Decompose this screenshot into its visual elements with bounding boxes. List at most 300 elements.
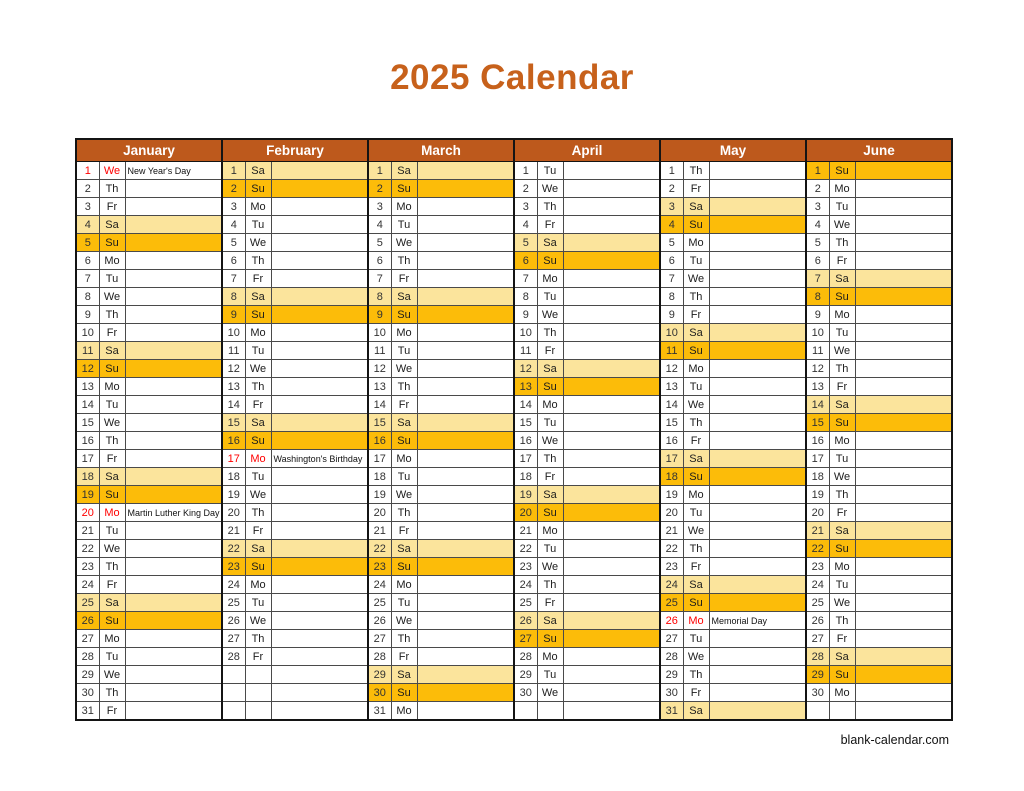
day-number-cell: 1 [660, 162, 683, 180]
day-number-cell: 12 [76, 360, 99, 378]
day-number-cell: 18 [368, 468, 391, 486]
weekday-cell: Sa [537, 234, 563, 252]
day-number-cell: 7 [660, 270, 683, 288]
weekday-cell: Th [537, 450, 563, 468]
note-cell [271, 540, 368, 558]
weekday-cell: Sa [245, 414, 271, 432]
month-header-april: April [514, 139, 660, 162]
day-number-cell: 28 [514, 648, 537, 666]
day-number-cell: 30 [368, 684, 391, 702]
month-header-february: February [222, 139, 368, 162]
note-cell [563, 522, 660, 540]
day-number-cell: 18 [806, 468, 829, 486]
day-number-cell: 5 [222, 234, 245, 252]
day-number-cell: 17 [76, 450, 99, 468]
note-cell [417, 414, 514, 432]
day-number-cell: 7 [514, 270, 537, 288]
note-cell [417, 306, 514, 324]
note-cell [709, 378, 806, 396]
weekday-cell: Th [245, 504, 271, 522]
day-number-cell: 12 [222, 360, 245, 378]
note-cell [855, 630, 952, 648]
weekday-cell: Th [245, 630, 271, 648]
weekday-cell: Mo [537, 648, 563, 666]
note-cell [417, 342, 514, 360]
day-number-cell: 18 [222, 468, 245, 486]
day-number-cell: 3 [222, 198, 245, 216]
weekday-cell: Tu [99, 396, 125, 414]
note-cell [417, 558, 514, 576]
day-number-cell: 21 [806, 522, 829, 540]
day-number-cell: 3 [76, 198, 99, 216]
note-cell [417, 216, 514, 234]
note-cell [709, 576, 806, 594]
calendar-table [75, 138, 953, 721]
month-header-march: March [368, 139, 514, 162]
holiday-note-cell: Washington's Birthday [271, 450, 368, 468]
weekday-cell: We [99, 666, 125, 684]
day-number-cell: 28 [222, 648, 245, 666]
note-cell [709, 234, 806, 252]
page-title: 2025 Calendar [390, 58, 634, 97]
note-cell [271, 684, 368, 702]
note-cell [271, 576, 368, 594]
note-cell [271, 252, 368, 270]
note-cell [855, 414, 952, 432]
note-cell [271, 504, 368, 522]
weekday-cell: Tu [245, 468, 271, 486]
note-cell [271, 216, 368, 234]
weekday-cell: Mo [245, 576, 271, 594]
weekday-cell: Su [245, 306, 271, 324]
note-cell [125, 540, 222, 558]
day-number-cell: 9 [368, 306, 391, 324]
note-cell [709, 252, 806, 270]
day-number-cell: 30 [76, 684, 99, 702]
weekday-cell: Fr [829, 504, 855, 522]
weekday-cell: Su [537, 252, 563, 270]
note-cell [125, 180, 222, 198]
weekday-cell: Sa [391, 540, 417, 558]
day-number-cell: 26 [806, 612, 829, 630]
day-number-cell: 15 [76, 414, 99, 432]
note-cell [417, 360, 514, 378]
note-cell [125, 324, 222, 342]
weekday-cell: Su [537, 630, 563, 648]
day-number-cell: 27 [660, 630, 683, 648]
note-cell [709, 702, 806, 721]
note-cell [417, 324, 514, 342]
note-cell [125, 306, 222, 324]
day-number-cell: 12 [806, 360, 829, 378]
weekday-cell: Sa [537, 612, 563, 630]
day-number-cell: 9 [660, 306, 683, 324]
note-cell [125, 684, 222, 702]
weekday-cell: Fr [683, 558, 709, 576]
note-cell [563, 162, 660, 180]
day-number-cell: 2 [368, 180, 391, 198]
day-number-cell: 20 [660, 504, 683, 522]
weekday-cell: Su [537, 378, 563, 396]
weekday-cell: Fr [245, 396, 271, 414]
weekday-cell: Su [683, 468, 709, 486]
note-cell [563, 684, 660, 702]
day-number-cell: 26 [368, 612, 391, 630]
weekday-cell: Tu [99, 270, 125, 288]
day-number-cell: 10 [806, 324, 829, 342]
day-number-cell: 17 [514, 450, 537, 468]
weekday-cell: Sa [829, 648, 855, 666]
weekday-cell: Fr [537, 216, 563, 234]
note-cell [125, 558, 222, 576]
note-cell [855, 504, 952, 522]
day-number-cell: 25 [76, 594, 99, 612]
day-number-cell: 20 [514, 504, 537, 522]
weekday-cell: Mo [683, 486, 709, 504]
weekday-cell: Tu [99, 648, 125, 666]
weekday-cell: We [537, 306, 563, 324]
day-number-cell: 16 [806, 432, 829, 450]
weekday-cell: Th [683, 414, 709, 432]
day-number-cell: 3 [660, 198, 683, 216]
day-number-cell: 9 [76, 306, 99, 324]
weekday-cell: Sa [683, 702, 709, 721]
weekday-cell: Mo [829, 306, 855, 324]
day-number-cell: 6 [222, 252, 245, 270]
day-number-cell: 15 [806, 414, 829, 432]
note-cell [709, 360, 806, 378]
note-cell [563, 468, 660, 486]
day-number-cell: 14 [660, 396, 683, 414]
day-number-cell: 2 [222, 180, 245, 198]
note-cell [125, 576, 222, 594]
note-cell [125, 360, 222, 378]
day-number-cell: 11 [368, 342, 391, 360]
calendar-row [76, 558, 952, 576]
weekday-cell: Tu [683, 504, 709, 522]
day-number-cell: 18 [514, 468, 537, 486]
weekday-cell: Fr [537, 594, 563, 612]
day-number-cell: 26 [660, 612, 683, 630]
note-cell [855, 234, 952, 252]
day-number-cell: 24 [806, 576, 829, 594]
day-number-cell: 17 [222, 450, 245, 468]
note-cell [125, 702, 222, 721]
calendar-row [76, 288, 952, 306]
weekday-cell: Mo [245, 324, 271, 342]
footer-site-label: blank-calendar.com [840, 733, 949, 747]
day-number-cell: 27 [368, 630, 391, 648]
note-cell [709, 162, 806, 180]
day-number-cell: 8 [660, 288, 683, 306]
day-number-cell: 2 [660, 180, 683, 198]
note-cell [271, 612, 368, 630]
note-cell [709, 594, 806, 612]
weekday-cell: Sa [683, 198, 709, 216]
note-cell [271, 270, 368, 288]
day-number-cell: 23 [76, 558, 99, 576]
weekday-cell: We [683, 522, 709, 540]
note-cell [417, 450, 514, 468]
day-number-cell: 5 [660, 234, 683, 252]
day-number-cell: 11 [514, 342, 537, 360]
note-cell [855, 612, 952, 630]
calendar-row [76, 396, 952, 414]
weekday-cell: Su [683, 342, 709, 360]
weekday-cell: We [537, 684, 563, 702]
note-cell [125, 198, 222, 216]
note-cell [271, 666, 368, 684]
weekday-cell: Sa [537, 486, 563, 504]
note-cell [855, 324, 952, 342]
day-number-cell: 14 [806, 396, 829, 414]
calendar-row [76, 540, 952, 558]
weekday-cell: Th [99, 558, 125, 576]
weekday-cell: Sa [537, 360, 563, 378]
day-number-cell: 4 [222, 216, 245, 234]
weekday-cell: We [99, 162, 125, 180]
day-number-cell: 22 [222, 540, 245, 558]
note-cell [855, 540, 952, 558]
weekday-cell: Th [829, 360, 855, 378]
empty-cell [222, 666, 245, 684]
note-cell [709, 540, 806, 558]
weekday-cell: Th [829, 612, 855, 630]
note-cell [271, 486, 368, 504]
weekday-cell: Mo [829, 684, 855, 702]
weekday-cell: We [99, 540, 125, 558]
day-number-cell: 16 [368, 432, 391, 450]
weekday-cell: We [391, 360, 417, 378]
weekday-cell: Sa [829, 270, 855, 288]
weekday-cell: Mo [683, 612, 709, 630]
weekday-cell: Su [99, 234, 125, 252]
weekday-cell: Su [829, 666, 855, 684]
weekday-cell: Su [829, 288, 855, 306]
calendar-row [76, 702, 952, 721]
note-cell [563, 540, 660, 558]
note-cell [855, 666, 952, 684]
day-number-cell: 22 [660, 540, 683, 558]
note-cell [563, 342, 660, 360]
note-cell [563, 504, 660, 522]
empty-cell [806, 702, 829, 721]
day-number-cell: 21 [76, 522, 99, 540]
day-number-cell: 12 [514, 360, 537, 378]
weekday-cell: Mo [245, 198, 271, 216]
day-number-cell: 17 [660, 450, 683, 468]
note-cell [563, 630, 660, 648]
day-number-cell: 20 [368, 504, 391, 522]
note-cell [417, 540, 514, 558]
note-cell [563, 594, 660, 612]
day-number-cell: 24 [222, 576, 245, 594]
weekday-cell: Tu [245, 342, 271, 360]
note-cell [855, 450, 952, 468]
weekday-cell: Mo [829, 558, 855, 576]
day-number-cell: 18 [660, 468, 683, 486]
weekday-cell: Th [245, 378, 271, 396]
day-number-cell: 11 [76, 342, 99, 360]
calendar-row [76, 216, 952, 234]
day-number-cell: 29 [660, 666, 683, 684]
weekday-cell: Th [683, 162, 709, 180]
day-number-cell: 23 [514, 558, 537, 576]
note-cell [125, 648, 222, 666]
note-cell [271, 306, 368, 324]
day-number-cell: 1 [222, 162, 245, 180]
weekday-cell: Th [391, 378, 417, 396]
calendar-row [76, 270, 952, 288]
day-number-cell: 3 [806, 198, 829, 216]
weekday-cell: Mo [391, 576, 417, 594]
note-cell [563, 666, 660, 684]
day-number-cell: 21 [368, 522, 391, 540]
weekday-cell: We [829, 468, 855, 486]
weekday-cell: Su [245, 432, 271, 450]
calendar-row [76, 684, 952, 702]
weekday-cell: Fr [391, 270, 417, 288]
day-number-cell: 19 [514, 486, 537, 504]
weekday-cell: Th [537, 324, 563, 342]
note-cell [855, 648, 952, 666]
day-number-cell: 10 [222, 324, 245, 342]
weekday-cell: Fr [99, 702, 125, 721]
day-number-cell: 4 [368, 216, 391, 234]
note-cell [709, 432, 806, 450]
day-number-cell: 16 [222, 432, 245, 450]
note-cell [271, 360, 368, 378]
day-number-cell: 28 [660, 648, 683, 666]
day-number-cell: 25 [806, 594, 829, 612]
day-number-cell: 22 [806, 540, 829, 558]
weekday-cell: Sa [99, 468, 125, 486]
day-number-cell: 13 [660, 378, 683, 396]
note-cell [709, 450, 806, 468]
weekday-cell: Fr [391, 522, 417, 540]
weekday-cell: Sa [829, 396, 855, 414]
day-number-cell: 25 [368, 594, 391, 612]
day-number-cell: 10 [660, 324, 683, 342]
note-cell [417, 234, 514, 252]
note-cell [271, 162, 368, 180]
calendar-row [76, 198, 952, 216]
weekday-cell: Mo [391, 702, 417, 721]
note-cell [417, 396, 514, 414]
calendar-row [76, 576, 952, 594]
day-number-cell: 15 [514, 414, 537, 432]
calendar-row [76, 504, 952, 522]
day-number-cell: 24 [76, 576, 99, 594]
weekday-cell: Fr [99, 324, 125, 342]
empty-cell [222, 684, 245, 702]
weekday-cell: We [245, 612, 271, 630]
note-cell [417, 288, 514, 306]
day-number-cell: 5 [514, 234, 537, 252]
weekday-cell: We [829, 216, 855, 234]
day-number-cell: 9 [514, 306, 537, 324]
day-number-cell: 17 [368, 450, 391, 468]
weekday-cell: We [683, 270, 709, 288]
day-number-cell: 24 [368, 576, 391, 594]
note-cell [855, 198, 952, 216]
note-cell [271, 630, 368, 648]
day-number-cell: 25 [514, 594, 537, 612]
note-cell [563, 648, 660, 666]
day-number-cell: 16 [660, 432, 683, 450]
weekday-cell: Th [391, 504, 417, 522]
note-cell [709, 216, 806, 234]
note-cell [855, 306, 952, 324]
day-number-cell: 23 [660, 558, 683, 576]
calendar-row [76, 666, 952, 684]
day-number-cell: 29 [76, 666, 99, 684]
day-number-cell: 25 [660, 594, 683, 612]
note-cell [563, 270, 660, 288]
day-number-cell: 31 [368, 702, 391, 721]
weekday-cell: Tu [683, 378, 709, 396]
day-number-cell: 9 [222, 306, 245, 324]
weekday-cell: Th [245, 252, 271, 270]
note-cell [125, 378, 222, 396]
day-number-cell: 22 [368, 540, 391, 558]
weekday-cell: Th [829, 234, 855, 252]
day-number-cell: 17 [806, 450, 829, 468]
weekday-cell: Th [391, 252, 417, 270]
weekday-cell: Sa [99, 216, 125, 234]
weekday-cell: Fr [99, 198, 125, 216]
note-cell [563, 360, 660, 378]
day-number-cell: 23 [806, 558, 829, 576]
note-cell [271, 414, 368, 432]
note-cell [417, 432, 514, 450]
weekday-cell: We [99, 414, 125, 432]
note-cell [563, 486, 660, 504]
weekday-cell: Th [99, 306, 125, 324]
weekday-cell: We [391, 612, 417, 630]
weekday-cell: Mo [829, 432, 855, 450]
weekday-cell: We [537, 432, 563, 450]
weekday-cell: Sa [245, 288, 271, 306]
weekday-cell: Tu [683, 630, 709, 648]
weekday-cell: Fr [391, 396, 417, 414]
day-number-cell: 20 [806, 504, 829, 522]
day-number-cell: 5 [76, 234, 99, 252]
note-cell [563, 450, 660, 468]
day-number-cell: 31 [660, 702, 683, 721]
note-cell [855, 594, 952, 612]
day-number-cell: 5 [368, 234, 391, 252]
day-number-cell: 10 [514, 324, 537, 342]
note-cell [417, 522, 514, 540]
note-cell [709, 414, 806, 432]
note-cell [855, 558, 952, 576]
weekday-cell: Tu [245, 216, 271, 234]
day-number-cell: 26 [514, 612, 537, 630]
weekday-cell: Tu [537, 540, 563, 558]
note-cell [417, 648, 514, 666]
note-cell [417, 576, 514, 594]
note-cell [855, 486, 952, 504]
day-number-cell: 16 [514, 432, 537, 450]
calendar-row [76, 360, 952, 378]
note-cell [709, 468, 806, 486]
day-number-cell: 23 [368, 558, 391, 576]
note-cell [563, 216, 660, 234]
day-number-cell: 4 [660, 216, 683, 234]
weekday-cell: We [99, 288, 125, 306]
note-cell [709, 684, 806, 702]
